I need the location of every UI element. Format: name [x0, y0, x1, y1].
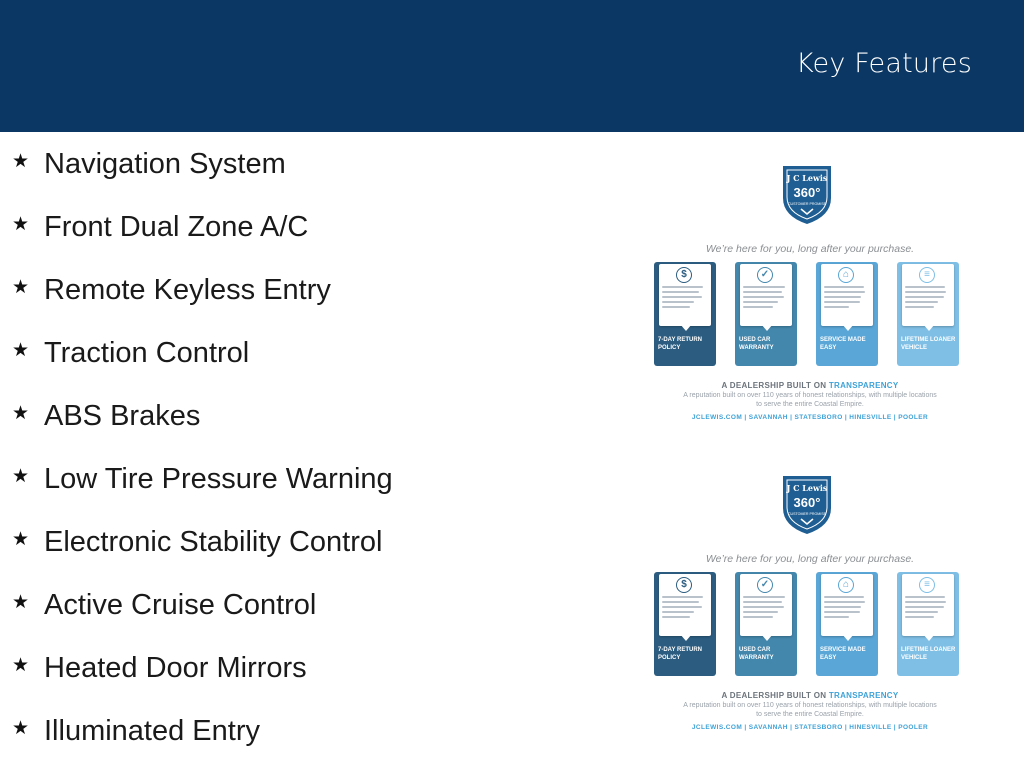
badge-caption: CUSTOMER PROMISE: [787, 512, 827, 516]
star-icon: ★: [12, 654, 30, 676]
promise-tagline: We’re here for you, long after your purchase.: [705, 243, 915, 255]
promise-headline: A DEALERSHIP BUILT ON TRANSPARENCY: [721, 691, 899, 700]
card-caption: 7-DAY RETURN POLICY: [658, 647, 703, 661]
star-icon: ★: [12, 717, 30, 739]
feature-item: [12, 585, 316, 625]
check-shield-icon: ✓: [757, 577, 773, 593]
document-icon: ≡: [919, 267, 935, 283]
star-icon: ★: [12, 339, 30, 361]
feature-item: [12, 522, 382, 562]
badge-brand: J C Lewis: [786, 483, 828, 493]
badge-number: 360°: [793, 495, 821, 510]
feature-label: Low Tire Pressure Warning: [44, 462, 393, 495]
star-icon: ★: [12, 528, 30, 550]
star-icon: ★: [12, 591, 30, 613]
house-icon: ⌂: [838, 577, 854, 593]
card-caption: 7-DAY RETURN POLICY: [658, 337, 703, 351]
feature-label: Illuminated Entry: [44, 714, 260, 747]
feature-label: ABS Brakes: [44, 399, 201, 432]
promise-footer: JCLEWIS.COM | SAVANNAH | STATESBORO | HINESVILLE | POOLER: [691, 414, 929, 421]
card-caption: USED CAR WARRANTY: [739, 647, 774, 661]
card-caption: USED CAR WARRANTY: [739, 337, 774, 351]
promise-card: [654, 262, 716, 366]
jc-lewis-360-badge: [779, 474, 835, 536]
badge-caption: CUSTOMER PROMISE: [787, 202, 827, 206]
promise-card: [735, 572, 797, 676]
card-caption: LIFETIME LOANER VEHICLE: [901, 647, 956, 661]
promise-card: [897, 262, 959, 366]
card-caption: SERVICE MADE EASY: [820, 337, 866, 351]
feature-item: [12, 270, 331, 310]
feature-item: [12, 207, 308, 247]
feature-item: [12, 396, 200, 436]
feature-label: Electronic Stability Control: [44, 525, 383, 558]
feature-item: [12, 333, 249, 373]
jc-lewis-360-badge: [779, 164, 835, 226]
badge-brand: J C Lewis: [786, 173, 828, 183]
dollar-icon: $: [676, 267, 692, 283]
feature-label: Remote Keyless Entry: [44, 273, 331, 306]
promise-tagline: We’re here for you, long after your purchase.: [705, 553, 915, 565]
promise-cards: [654, 572, 960, 676]
page-title: Key Features: [795, 48, 972, 79]
promise-subtext: A reputation built on over 110 years of honest relationships, with multiple locations to serve the entire Coastal Empire.: [683, 392, 937, 408]
card-caption: SERVICE MADE EASY: [820, 647, 866, 661]
promise-card: [816, 572, 878, 676]
star-icon: ★: [12, 276, 30, 298]
feature-item: [12, 144, 286, 184]
feature-label: Traction Control: [44, 336, 250, 369]
customer-promise-graphic: [640, 164, 980, 434]
promise-card: [654, 572, 716, 676]
feature-label: Navigation System: [44, 147, 286, 180]
star-icon: ★: [12, 213, 30, 235]
feature-label: Heated Door Mirrors: [44, 651, 307, 684]
promise-subtext: A reputation built on over 110 years of honest relationships, with multiple locations to serve the entire Coastal Empire.: [683, 702, 937, 718]
feature-label: Active Cruise Control: [44, 588, 317, 621]
star-icon: ★: [12, 402, 30, 424]
header-bar: [0, 0, 1024, 132]
feature-label: Front Dual Zone A/C: [44, 210, 309, 243]
feature-item: [12, 459, 393, 499]
badge-number: 360°: [793, 185, 821, 200]
feature-item: [12, 648, 307, 688]
promise-card: [897, 572, 959, 676]
customer-promise-graphic: [640, 474, 980, 744]
promise-cards: [654, 262, 960, 366]
promise-headline: A DEALERSHIP BUILT ON TRANSPARENCY: [721, 381, 899, 390]
star-icon: ★: [12, 150, 30, 172]
star-icon: ★: [12, 465, 30, 487]
house-icon: ⌂: [838, 267, 854, 283]
feature-item: [12, 711, 260, 751]
promise-footer: JCLEWIS.COM | SAVANNAH | STATESBORO | HINESVILLE | POOLER: [691, 724, 929, 731]
card-caption: LIFETIME LOANER VEHICLE: [901, 337, 956, 351]
document-icon: ≡: [919, 577, 935, 593]
promise-card: [816, 262, 878, 366]
dollar-icon: $: [676, 577, 692, 593]
check-shield-icon: ✓: [757, 267, 773, 283]
promise-card: [735, 262, 797, 366]
